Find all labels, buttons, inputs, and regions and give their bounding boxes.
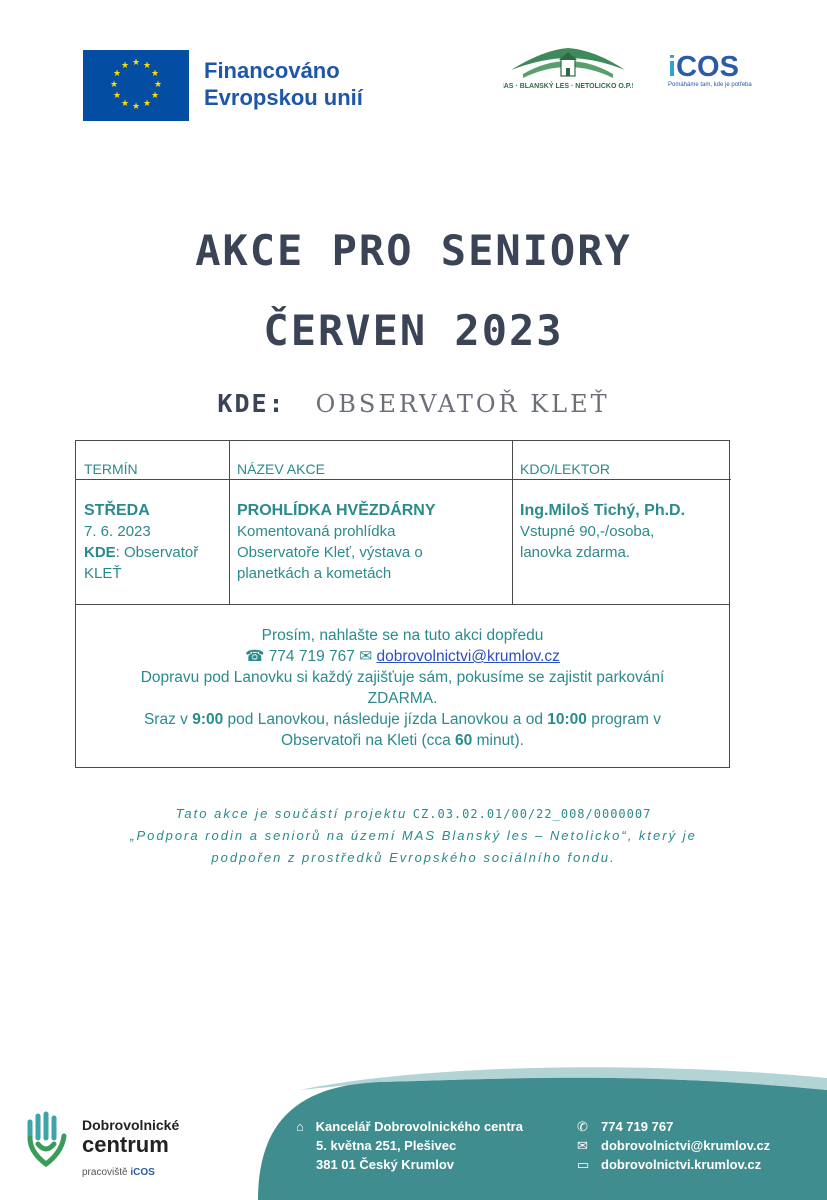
termin-cell [84,500,227,584]
project-info [0,803,827,869]
envelope-icon: ✉ [359,648,373,665]
footer-phone: 774 719 767 [601,1119,674,1134]
note-line4: ZDARMA. [367,690,438,707]
phone-icon: ✆ [577,1119,588,1134]
termin-where-value2: KLEŤ [84,565,122,582]
eu-flag-logo [83,50,189,121]
dc-line2: centrum [82,1132,169,1157]
svg-text:★: ★ [142,98,152,108]
svg-text:★: ★ [153,79,163,89]
termin-where-label: KDE [84,544,116,561]
table-row [76,480,729,604]
note-line5a: Sraz v [143,711,193,728]
fee-line1: Vstupné 90,-/osoba, [520,523,655,540]
termin-where-value: : Observatoř [115,544,199,561]
project-line1a: Tato akce je součástí projektu [175,806,413,821]
mas-blansky-les-logo [503,44,633,108]
eu-line2: Evropskou unií [204,85,363,110]
event-desc-line2: Observatoře Kleť, výstava o [237,544,423,561]
dc-line3b: iCOS [130,1167,155,1178]
kdo-cell [520,500,725,563]
svg-text:★: ★ [150,68,160,78]
header-nazev-akce: NÁZEV AKCE [229,441,512,480]
icos-name: COS [676,51,739,83]
location-label: KDE: [217,389,286,418]
dobrovolnicke-centrum-name [82,1117,179,1178]
duration-minutes: 60 [455,732,473,749]
event-desc-line1: Komentovaná prohlídka [237,523,396,540]
svg-text:★: ★ [131,101,141,111]
address-line1: Kancelář Dobrovolnického centra [315,1119,523,1134]
dc-line1: Dobrovolnické [82,1117,180,1133]
note-line6 [76,730,729,751]
header-termin: TERMÍN [76,441,229,480]
office-address [296,1117,523,1174]
note-line1: Prosím, nahlašte se na tuto akci dopředu [261,627,544,644]
footer-contacts [577,1117,770,1174]
termin-where [84,542,227,563]
termin-date: 7. 6. 2023 [84,523,151,540]
home-icon: ⌂ [296,1119,304,1134]
location-heading [0,389,827,418]
note-line3: Dopravu pod Lanovku si každý zajišťuje sám, pokusíme se zajistit parkování [140,669,665,686]
svg-text:★: ★ [131,57,141,67]
svg-text:★: ★ [120,98,130,108]
svg-text:★: ★ [109,79,119,89]
note-email-link[interactable]: dobrovolnictvi@krumlov.cz [376,648,560,665]
eu-funding-text [204,57,363,111]
dobrovolnicke-centrum-hands-icon [24,1108,68,1168]
note-line5c: program v [586,711,662,728]
mas-logo-text: MAS · BLANSKÝ LES · NETOLICKO O.P.S. [503,83,633,90]
header-kdo-lektor: KDO/LEKTOR [512,441,731,480]
project-line2: „Podpora rodin a seniorů na území MAS Blanský les – Netolicko“, který je [130,828,697,843]
note-line6b: minut). [472,732,524,749]
phone-icon: ☎ [245,648,265,665]
project-line1 [0,803,827,825]
note-line6a: Observatoři na Kleti (cca [281,732,456,749]
note-line5b: pod Lanovkou, následuje jízda Lanovkou a od [223,711,548,728]
address-line3: 381 01 Český Krumlov [316,1157,455,1172]
lecturer-name: Ing.Miloš Tichý, Ph.D. [520,502,686,519]
svg-text:★: ★ [142,60,152,70]
event-table [75,440,730,768]
registration-note [76,604,729,767]
page-title-line1: AKCE PRO SENIORY [195,226,632,275]
icos-logo [668,52,758,88]
location-value: OBSERVATOŘ KLEŤ [315,390,610,418]
svg-text:★: ★ [112,90,122,100]
svg-text:★: ★ [150,90,160,100]
dc-line3 [82,1167,179,1178]
fee-line2: lanovka zdarma. [520,544,631,561]
address-line2: 5. května 251, Plešivec [316,1138,457,1153]
icos-tagline: Pomáháme tam, kde je potřeba [668,82,752,88]
page-title-line2: ČERVEN 2023 [263,306,564,355]
dc-line3a: pracoviště [82,1167,131,1178]
footer-email[interactable]: dobrovolnictvi@krumlov.cz [601,1138,771,1153]
eu-line1: Financováno [204,58,340,83]
project-line3: podpořen z prostředků Evropského sociálního fondu. [211,850,616,865]
nazev-cell [237,500,507,584]
note-line5 [76,709,729,730]
event-desc-line3: planetkách a kometách [237,565,392,582]
note-contact-line [76,646,729,667]
termin-day: STŘEDA [84,502,150,519]
program-time: 10:00 [547,711,587,728]
icos-i-letter: i [668,51,677,83]
meet-time: 9:00 [192,711,224,728]
event-title: PROHLÍDKA HVĚZDÁRNY [237,502,436,519]
svg-text:★: ★ [120,60,130,70]
svg-text:★: ★ [112,68,122,78]
envelope-icon: ✉ [577,1138,588,1153]
project-code: CZ.03.02.01/00/22_008/0000007 [412,807,652,821]
footer-web[interactable]: dobrovolnictvi.krumlov.cz [601,1157,762,1172]
note-phone: 774 719 767 [268,648,355,665]
web-icon: ▭ [577,1157,590,1172]
